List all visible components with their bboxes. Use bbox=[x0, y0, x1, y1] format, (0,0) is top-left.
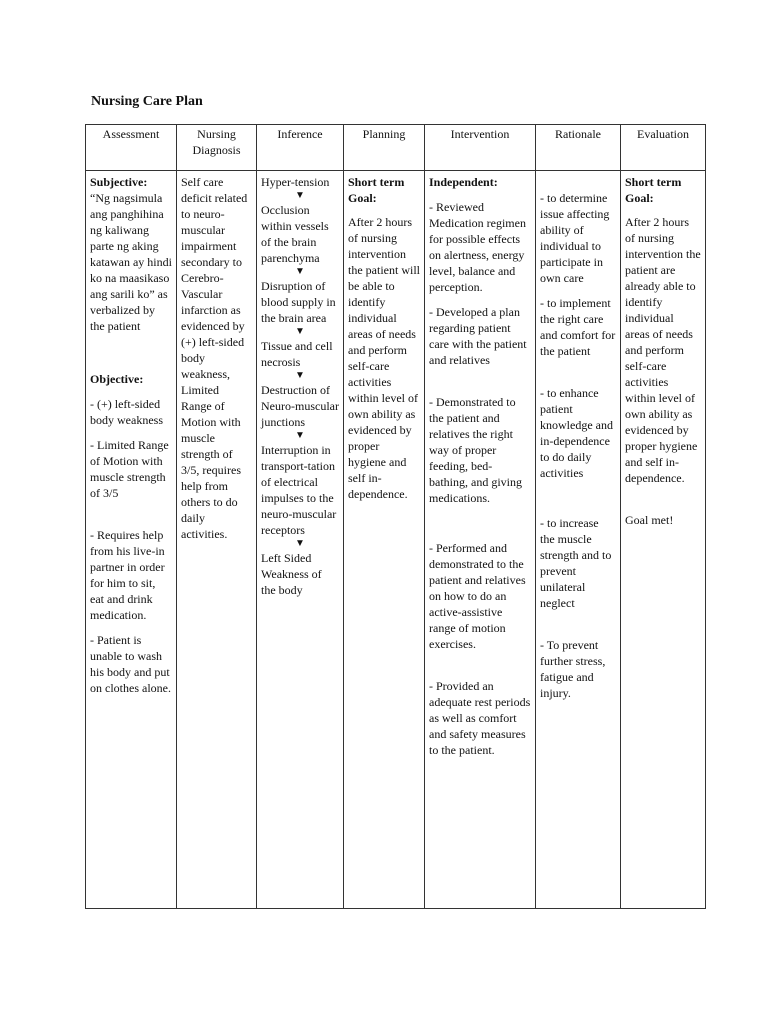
evaluation-result: Goal met! bbox=[625, 513, 674, 527]
header-rationale: Rationale bbox=[536, 125, 621, 171]
objective-item: - Patient is unable to wash his body and put on clothes alone. bbox=[90, 633, 171, 695]
arrow-down-icon: ▼ bbox=[295, 326, 305, 337]
intervention-cell bbox=[425, 171, 536, 909]
header-assessment: Assessment bbox=[86, 125, 177, 171]
arrow-down-icon: ▼ bbox=[295, 370, 305, 381]
diagnosis-cell bbox=[177, 171, 257, 909]
rationale-item: - To prevent further stress, fatigue and injury. bbox=[540, 638, 606, 700]
header-nursing-diagnosis: Nursing Diagnosis bbox=[177, 125, 257, 171]
header-evaluation: Evaluation bbox=[621, 125, 706, 171]
rationale-item: - to implement the right care and comfort for the patient bbox=[540, 296, 616, 358]
planning-goal-text: After 2 hours of nursing intervention the patient will be able to identify individual areas of needs and perform self-care activities within level of own ability as evidenced by proper hygiene and self in-dependence. bbox=[348, 215, 420, 501]
page-title: Nursing Care Plan bbox=[91, 94, 203, 109]
intervention-item: - Developed a plan regarding patient care with the patient and relatives bbox=[429, 305, 527, 367]
subjective-text: “Ng nagsimula ang panghihina ng kaliwang parte ng aking katawan ay hindi ko na maasikaso ang sarili ko” as verbalized by the patient bbox=[90, 191, 172, 333]
intervention-item: - Reviewed Medication regimen for possible effects on alertness, energy level, balance and perception. bbox=[429, 200, 526, 294]
arrow-down-icon: ▼ bbox=[295, 266, 305, 277]
evaluation-cell bbox=[621, 171, 706, 909]
inference-step: Disruption of blood supply in the brain area bbox=[261, 279, 336, 325]
planning-cell bbox=[344, 171, 425, 909]
subjective-label: Subjective: bbox=[90, 175, 148, 189]
inference-cell bbox=[257, 171, 344, 909]
arrow-down-icon: ▼ bbox=[295, 190, 305, 201]
care-plan-table bbox=[85, 124, 706, 909]
rationale-item: - to enhance patient knowledge and in-dependence to do daily activities bbox=[540, 386, 613, 480]
header-intervention: Intervention bbox=[425, 125, 536, 171]
table-row bbox=[86, 171, 706, 909]
objective-item: - Requires help from his live-in partner in order for him to sit, eat and drink medication. bbox=[90, 528, 165, 622]
evaluation-goal-label: Short term Goal: bbox=[625, 175, 682, 205]
rationale-item: - to increase the muscle strength and to prevent unilateral neglect bbox=[540, 516, 612, 610]
inference-step: Hyper-tension bbox=[261, 175, 330, 189]
header-inference: Inference bbox=[257, 125, 344, 171]
rationale-cell bbox=[536, 171, 621, 909]
intervention-item: - Provided an adequate rest periods as well as comfort and safety measures to the patient. bbox=[429, 679, 531, 757]
rationale-item: - to determine issue affecting ability of individual to participate in own care bbox=[540, 191, 610, 285]
arrow-down-icon: ▼ bbox=[295, 538, 305, 549]
arrow-down-icon: ▼ bbox=[295, 430, 305, 441]
inference-step: Destruction of Neuro-muscular junctions bbox=[261, 383, 339, 429]
inference-step: Interruption in transport-tation of electrical impulses to the neuro-muscular receptors bbox=[261, 443, 337, 537]
evaluation-goal-text: After 2 hours of nursing intervention the patient are already able to identify individual areas of needs and perform self-care activities within level of own ability as evidenced by proper hygiene and self in-dependence. bbox=[625, 215, 701, 485]
diagnosis-text: Self care deficit related to neuro-muscular impairment secondary to Cerebro-Vascular infarction as evidenced by (+) left-sided body weakness, Limited Range of Motion with muscle strength of 3/5, requires help from others to do daily activities. bbox=[181, 175, 248, 541]
planning-goal-label: Short term Goal: bbox=[348, 175, 405, 205]
inference-step: Tissue and cell necrosis bbox=[261, 339, 333, 369]
inference-step: Occlusion within vessels of the brain parenchyma bbox=[261, 203, 329, 265]
header-row bbox=[86, 125, 706, 171]
objective-item: - (+) left-sided body weakness bbox=[90, 397, 163, 427]
intervention-label: Independent: bbox=[429, 175, 498, 189]
assessment-cell bbox=[86, 171, 177, 909]
objective-label: Objective: bbox=[90, 372, 144, 386]
intervention-item: - Performed and demonstrated to the patient and relatives on how to do an active-assistive range of motion exercises. bbox=[429, 541, 526, 651]
header-planning: Planning bbox=[344, 125, 425, 171]
objective-item: - Limited Range of Motion with muscle strength of 3/5 bbox=[90, 438, 169, 500]
inference-step: Left Sided Weakness of the body bbox=[261, 551, 322, 597]
intervention-item: - Demonstrated to the patient and relatives the right way of proper feeding, bed-bathing, and giving medications. bbox=[429, 395, 522, 505]
